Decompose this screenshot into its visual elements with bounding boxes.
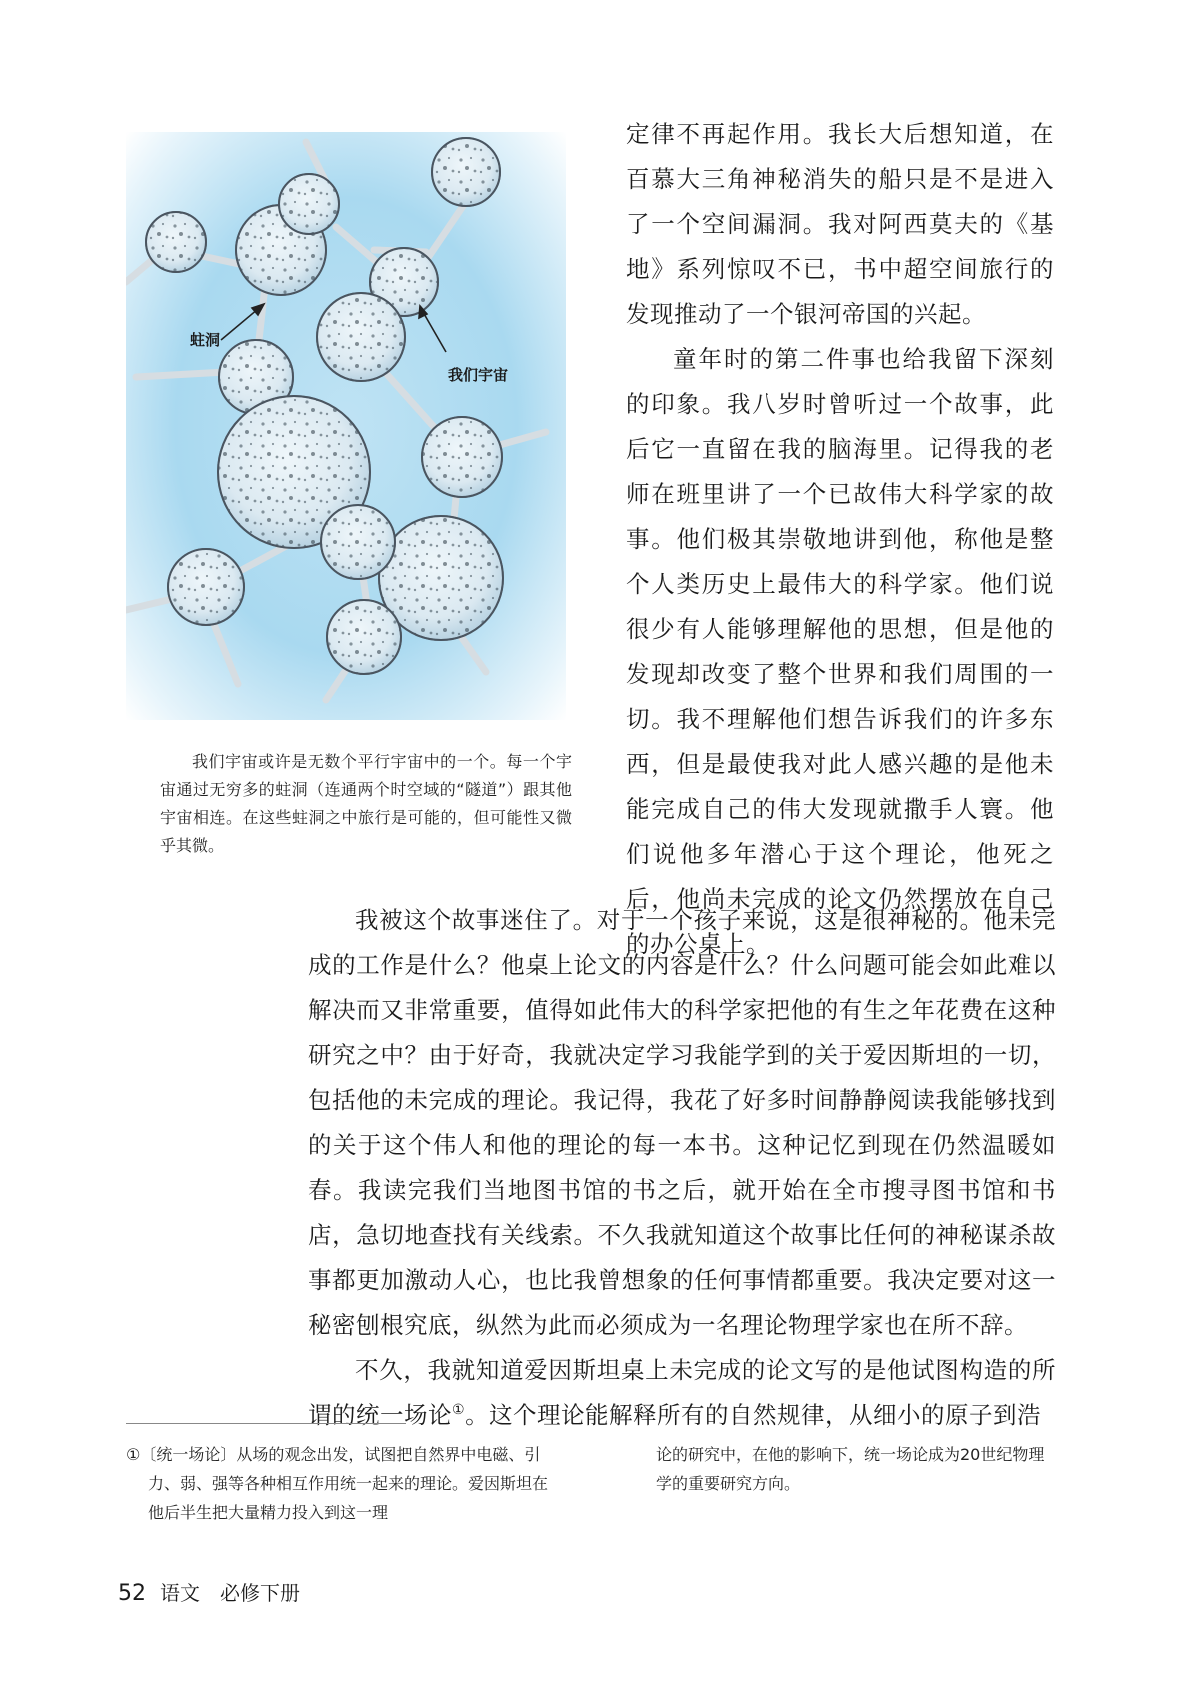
page-number: 52	[118, 1581, 146, 1606]
paragraph-2: 童年时的第二件事也给我留下深刻的印象。我八岁时曾听过一个故事，此后它一直留在我的脑海里。记得我的老师在班里讲了一个已故伟大科学家的故事。他们极其崇敬地讲到他，称他是整个人类历史上最伟大的科学家。他们说很少有人能够理解他的思想，但是他的发现却改变了整个世界和我们周围的一切。我不理解他们想告诉我们的许多东西，但是最使我对此人感兴趣的是他未能完成自己的伟大发现就撒手人寰。他们说他多年潜心于这个理论，他死之后，他尚未完成的论文仍然摆放在自己的办公桌上。	[626, 345, 1054, 958]
paragraph-3: 我被这个故事迷住了。对于一个孩子来说，这是很神秘的。他未完成的工作是什么？他桌上论文的内容是什么？什么问题可能会如此难以解决而又非常重要，值得如此伟大的科学家把他的有生之年花费在这种研究之中？由于好奇，我就决定学习我能学到的关于爱因斯坦的一切，包括他的未完成的理论。我记得，我花了好多时间静静阅读我能够找到的关于这个伟人和他的理论的每一本书。这种记忆到现在仍然温暖如春。我读完我们当地图书馆的书之后，就开始在全市搜寻图书馆和书店，急切地查找有关线索。不久我就知道这个故事比任何的神秘谋杀故事都更加激动人心，也比我曾想象的任何事情都重要。我决定要对这一秘密刨根究底，纵然为此而必须成为一名理论物理学家也在所不辞。	[308, 906, 1056, 1339]
footnote-divider	[126, 1423, 406, 1424]
footnote-left-column: ①〔统一场论〕从场的观念出发，试图把自然界中电磁、引力、弱、强等各种相互作用统一起来的理论。爱因斯坦在他后半生把大量精力投入到这一理	[126, 1445, 549, 1522]
wormhole-illustration	[126, 132, 566, 720]
paragraph-4-start: 不久，我就知道爱因斯坦桌上未完成的论文写的是他试图构造的所谓的统一场论	[308, 1356, 1056, 1429]
paragraph-4	[308, 1348, 1056, 1438]
wide-column-text	[308, 898, 1056, 1438]
universes-network-drawing	[126, 132, 566, 720]
our-universe-label: 我们宇宙	[448, 366, 509, 384]
book-title: 语文 必修下册	[160, 1581, 300, 1605]
figure-caption: 我们宇宙或许是无数个平行宇宙中的一个。每一个宇宙通过无穷多的蛀洞（连通两个时空域的“隧道”）跟其他宇宙相连。在这些蛀洞之中旅行是可能的，但可能性又微乎其微。	[160, 752, 572, 855]
right-column-text	[626, 112, 1054, 967]
footnote-right-column: 论的研究中，在他的影响下，统一场论成为20世纪物理学的重要研究方向。	[656, 1445, 1045, 1493]
page-footer	[118, 1577, 300, 1606]
wormhole-label: 蛀洞	[190, 331, 221, 349]
paragraph-4-end: 。这个理论能解释所有的自然规律，从细小的原子到浩	[465, 1401, 1042, 1429]
footnote-reference[interactable]: ①	[452, 1402, 466, 1419]
paragraph-1: 定律不再起作用。我长大后想知道，在百慕大三角神秘消失的船只是不是进入了一个空间漏洞。我对阿西莫夫的《基地》系列惊叹不已，书中超空间旅行的发现推动了一个银河帝国的兴起。	[626, 120, 1054, 328]
universe-bubbles	[146, 138, 503, 674]
